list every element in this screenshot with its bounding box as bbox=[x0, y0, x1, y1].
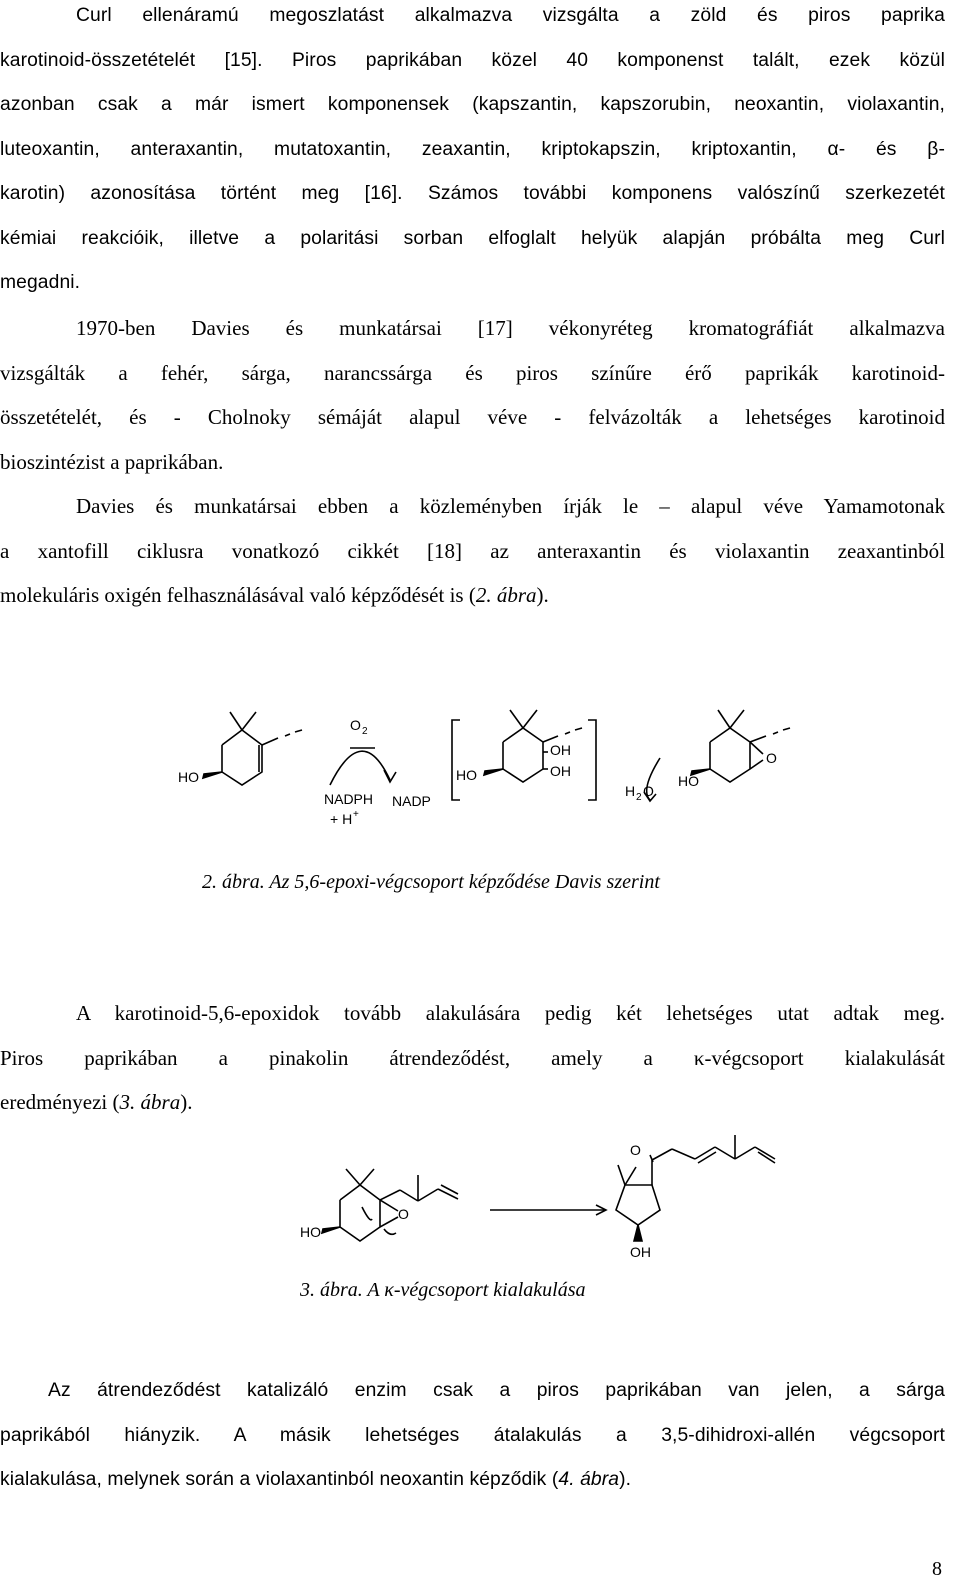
text-line: Curl ellenáramú megoszlatást alkalmazva vizsgálta a zöld és piros paprika bbox=[76, 5, 945, 26]
text-line: karotin) azonosítása történt meg [16]. Számos további komponens valószínű szerkezetét bbox=[0, 183, 945, 204]
molecule-label: + bbox=[353, 809, 359, 820]
text-line: vizsgálták a fehér, sárga, narancssárga és piros színűre érő paprikák karotinoid- bbox=[0, 360, 945, 385]
text-line: A karotinoid-5,6-epoxidok tovább alakulására pedig két lehetséges utat adtak meg. bbox=[76, 1001, 945, 1025]
molecule-label: OH bbox=[550, 763, 571, 779]
paragraph-4 bbox=[0, 991, 945, 1125]
paragraph-2 bbox=[0, 306, 945, 484]
figure-3-reaction-scheme bbox=[300, 1125, 800, 1265]
text-line: paprikából hiányzik. A másik lehetséges átalakulás a 3,5-dihidroxi-allén végcsoport bbox=[0, 1424, 945, 1446]
text-line: megadni. bbox=[0, 272, 81, 293]
paragraph-1 bbox=[0, 0, 945, 306]
text-segment: kialakulása, melynek során a violaxantinból neoxantin képződik ( bbox=[0, 1469, 559, 1490]
text-segment: ). bbox=[180, 1090, 193, 1114]
molecule-label: 2 bbox=[362, 726, 368, 737]
molecule-label: O bbox=[398, 1206, 409, 1222]
text-line: összetételét, és - Cholnoky sémáját alapul véve - felvázolták a lehetséges karotinoid bbox=[0, 405, 945, 429]
molecule-label: OH bbox=[550, 742, 571, 758]
molecule-label: O bbox=[630, 1142, 641, 1158]
molecule-label: + H bbox=[330, 811, 353, 827]
molecule-label: NADP bbox=[392, 793, 431, 809]
molecule-label: O bbox=[350, 717, 361, 733]
molecule-label: H bbox=[625, 783, 636, 799]
figure-2-reaction-scheme bbox=[170, 700, 810, 840]
molecule-label: HO bbox=[300, 1224, 321, 1240]
figure-reference: 4. ábra bbox=[558, 1469, 620, 1490]
figure-reference: 2. ábra bbox=[475, 583, 537, 607]
paragraph-5 bbox=[0, 1369, 945, 1503]
figure-2-caption bbox=[202, 871, 660, 894]
ring-bond bbox=[222, 730, 262, 785]
text-line: azonban csak a már ismert komponensek (kapszantin, kapszorubin, neoxantin, violaxantin, bbox=[0, 94, 945, 115]
molecule-label: HO bbox=[178, 769, 199, 785]
caption-number: 3. ábra. bbox=[300, 1279, 363, 1301]
text-line: Az átrendeződést katalizáló enzim csak a piros paprikában van jelen, a sárga bbox=[48, 1380, 945, 1401]
molecule-label: NADPH bbox=[324, 791, 374, 807]
figure-reference: 3. ábra bbox=[119, 1090, 181, 1114]
text-segment: molekuláris oxigén felhasználásával való képződését is ( bbox=[0, 583, 476, 607]
molecule-label: 2 bbox=[636, 792, 642, 803]
text-line: kémiai reakcióik, illetve a polaritási sorban elfoglalt helyük alapján próbálta meg Curl bbox=[0, 227, 945, 249]
text-line bbox=[0, 573, 945, 618]
caption-text: A κ-végcsoport kialakulása bbox=[362, 1279, 586, 1301]
paragraph-3 bbox=[0, 484, 945, 618]
text-line bbox=[0, 1080, 945, 1125]
text-line: karotinoid-összetételét [15]. Piros paprikában közel 40 komponenst talált, ezek közül bbox=[0, 49, 945, 71]
molecule-label: O bbox=[643, 783, 654, 799]
text-line: 1970-ben Davies és munkatársai [17] vékonyréteg kromatográfiát alkalmazva bbox=[76, 316, 945, 340]
text-segment: ). bbox=[619, 1469, 632, 1490]
molecule-label: OH bbox=[630, 1244, 651, 1260]
molecule-label: O bbox=[766, 750, 777, 766]
text-line: Piros paprikában a pinakolin átrendeződést, amely a κ-végcsoport kialakulását bbox=[0, 1045, 945, 1070]
molecule-label: HO bbox=[456, 767, 477, 783]
text-line: bioszintézist a paprikában. bbox=[0, 449, 224, 474]
text-line: luteoxantin, anteraxantin, mutatoxantin, zeaxantin, kriptokapszin, kriptoxantin, α- és β- bbox=[0, 138, 945, 160]
text-line bbox=[0, 1458, 945, 1503]
molecule-label: HO bbox=[678, 773, 699, 789]
text-segment: ). bbox=[536, 583, 549, 607]
page-number: 8 bbox=[932, 1558, 942, 1580]
text-line: Davies és munkatársai ebben a közleményben írják le – alapul véve Yamamotonak bbox=[76, 494, 945, 518]
figure-3-caption bbox=[300, 1279, 586, 1302]
text-line: a xantofill ciklusra vonatkozó cikkét [18] az anteraxantin és violaxantin zeaxantinból bbox=[0, 538, 945, 563]
caption-number: 2. ábra. bbox=[202, 871, 265, 893]
caption-text: Az 5,6-epoxi-végcsoport képződése Davis szerint bbox=[264, 871, 660, 893]
text-segment: eredményezi ( bbox=[0, 1090, 120, 1114]
